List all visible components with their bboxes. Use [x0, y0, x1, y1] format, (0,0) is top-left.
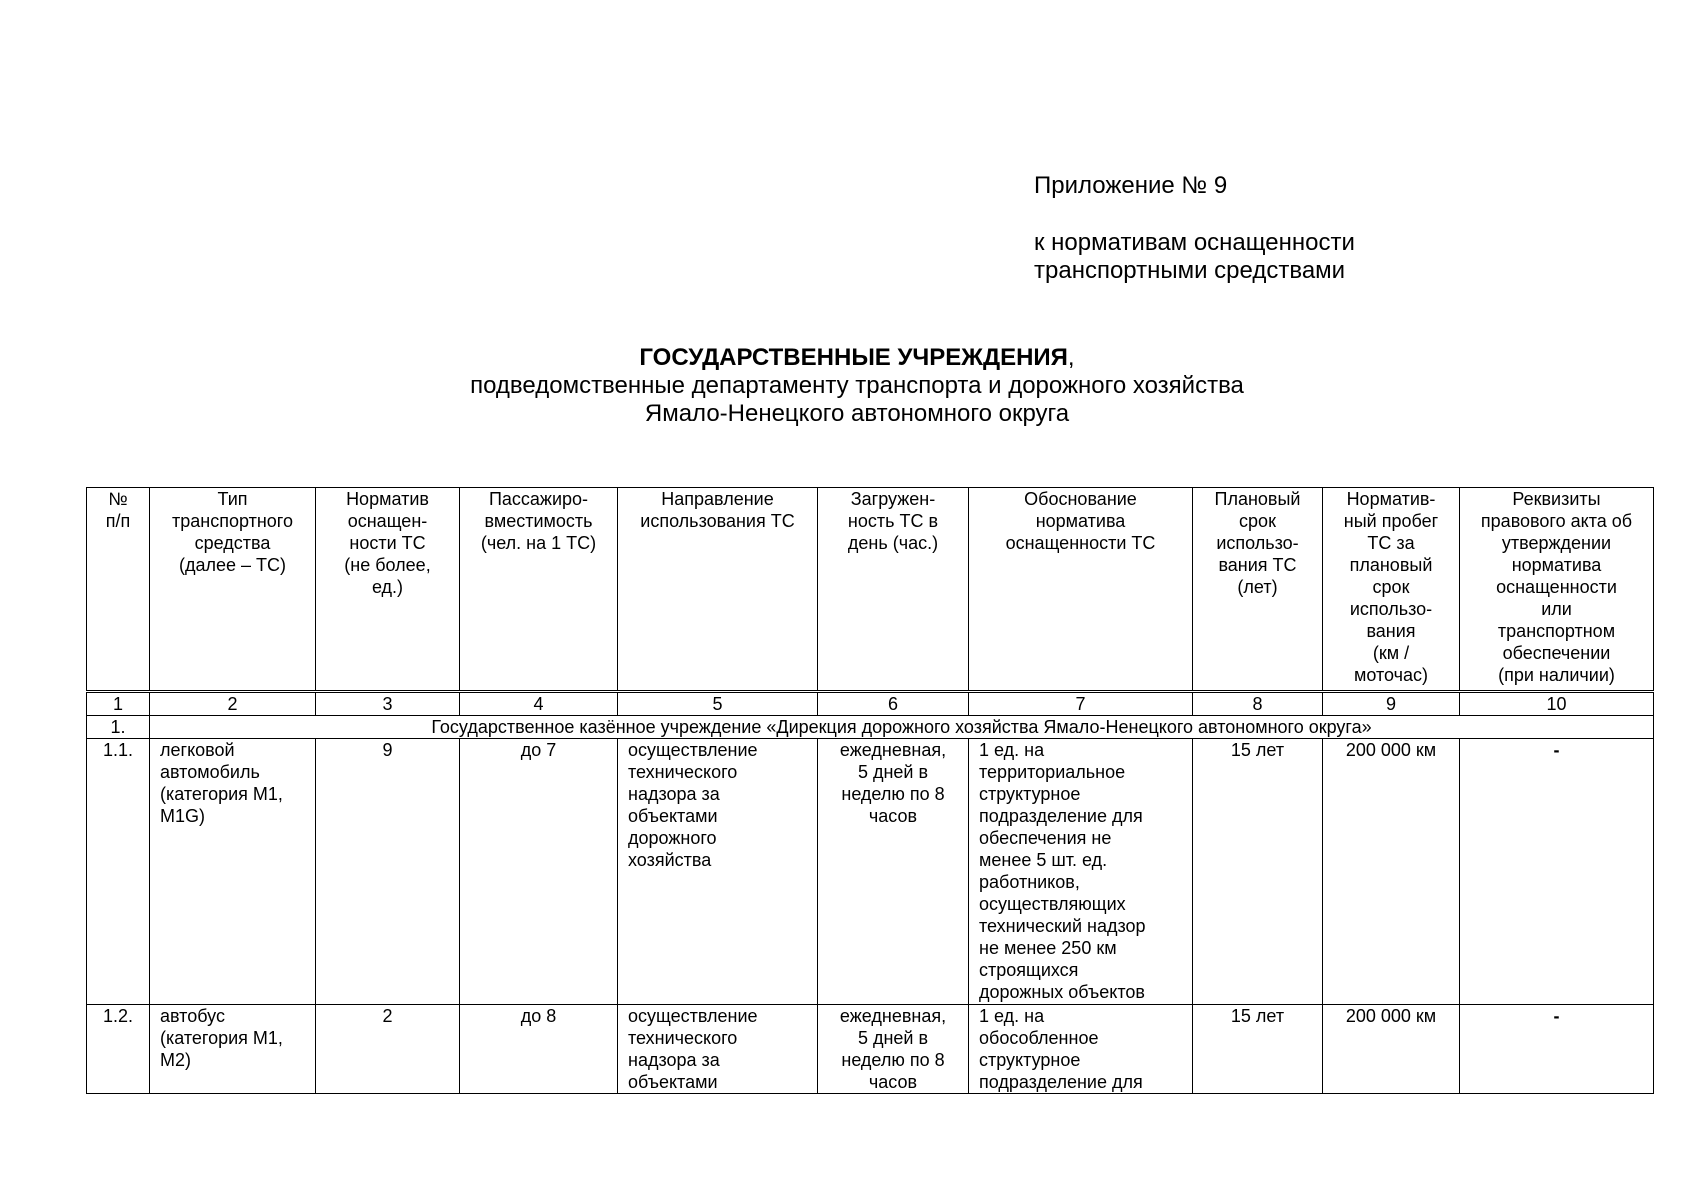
header-cell-vehicle-type: Тип транспортного средства (далее – ТС): [150, 488, 316, 692]
title-line-3: Ямало-Ненецкого автономного округа: [644, 400, 1070, 427]
section-name: Государственное казённое учреждение «Дирекция дорожного хозяйства Ямало-Ненецкого автономного округа»: [150, 716, 1654, 739]
section-number: 1.: [87, 716, 150, 739]
row-vehicle-type: автобус (категория М1, М2): [150, 1005, 316, 1094]
document-title: [0, 344, 1697, 428]
row-capacity: до 7: [460, 739, 618, 1005]
norms-table: [86, 487, 1654, 1094]
row-direction: осуществление технического надзора за объектами дорожного хозяйства: [618, 739, 818, 1005]
row-term: 15 лет: [1193, 1005, 1323, 1094]
column-number-cell: 1: [87, 692, 150, 716]
header-cell-mileage: Норматив- ный пробег ТС за плановый срок использо- вания (км / моточас): [1323, 488, 1460, 692]
row-norm: 2: [316, 1005, 460, 1094]
row-number: 1.1.: [87, 739, 150, 1005]
appendix-caption: [1034, 172, 1355, 285]
row-justification: 1 ед. на обособленное структурное подразделение для: [969, 1005, 1193, 1094]
table-header-row: [87, 488, 1654, 692]
column-number-cell: 5: [618, 692, 818, 716]
header-cell-capacity: Пассажиро- вместимость (чел. на 1 ТС): [460, 488, 618, 692]
row-justification: 1 ед. на территориальное структурное подразделение для обеспечения не менее 5 шт. ед. работников, осуществляющих технический надзор не менее 250 км строящихся дорожных объектов: [969, 739, 1193, 1005]
table-row: [87, 739, 1654, 1005]
header-cell-load: Загружен- ность ТС в день (час.): [818, 488, 969, 692]
appendix-number: Приложение № 9: [1034, 172, 1228, 199]
column-number-cell: 3: [316, 692, 460, 716]
column-number-cell: 7: [969, 692, 1193, 716]
header-cell-term: Плановый срок использо- вания ТС (лет): [1193, 488, 1323, 692]
section-row: [87, 716, 1654, 739]
appendix-subtitle-line-2: транспортными средствами: [1034, 257, 1346, 284]
appendix-subtitle-line-1: к нормативам оснащенности: [1034, 229, 1355, 256]
title-bold-text: ГОСУДАРСТВЕННЫЕ УЧРЕЖДЕНИЯ: [639, 344, 1068, 371]
column-number-cell: 4: [460, 692, 618, 716]
column-number-cell: 8: [1193, 692, 1323, 716]
row-load: ежедневная, 5 дней в неделю по 8 часов: [818, 739, 969, 1005]
column-number-cell: 10: [1460, 692, 1654, 716]
column-number-cell: 2: [150, 692, 316, 716]
row-mileage: 200 000 км: [1323, 1005, 1460, 1094]
header-cell-justification: Обоснование норматива оснащенности ТС: [969, 488, 1193, 692]
header-cell-direction: Направление использования ТС: [618, 488, 818, 692]
column-number-row: [87, 692, 1654, 716]
row-vehicle-type: легковой автомобиль (категория М1, М1G): [150, 739, 316, 1005]
row-number: 1.2.: [87, 1005, 150, 1094]
row-requisites: -: [1460, 1005, 1654, 1094]
title-comma: ,: [1067, 344, 1075, 371]
table-row: [87, 1005, 1654, 1094]
row-capacity: до 8: [460, 1005, 618, 1094]
row-norm: 9: [316, 739, 460, 1005]
row-direction: осуществление технического надзора за объектами: [618, 1005, 818, 1094]
header-cell-norm: Норматив оснащен- ности ТС (не более, ед.): [316, 488, 460, 692]
title-line-2: подведомственные департаменту транспорта и дорожного хозяйства: [470, 372, 1244, 399]
column-number-cell: 9: [1323, 692, 1460, 716]
row-term: 15 лет: [1193, 739, 1323, 1005]
row-load: ежедневная, 5 дней в неделю по 8 часов: [818, 1005, 969, 1094]
row-mileage: 200 000 км: [1323, 739, 1460, 1005]
header-cell-number: № п/п: [87, 488, 150, 692]
row-requisites: -: [1460, 739, 1654, 1005]
header-cell-requisites: Реквизиты правового акта об утверждении норматива оснащенности или транспортном обеспечении (при наличии): [1460, 488, 1654, 692]
column-number-cell: 6: [818, 692, 969, 716]
title-line-1: [0, 344, 1697, 372]
